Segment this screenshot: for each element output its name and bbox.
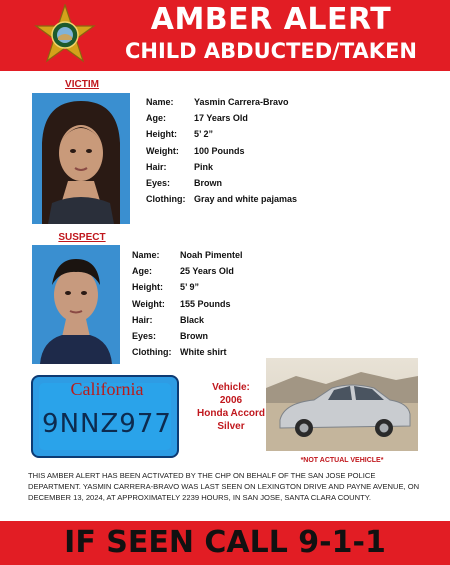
- alert-subtitle: CHILD ABDUCTED/TAKEN: [125, 39, 417, 63]
- suspect-field-value: Black: [180, 314, 205, 325]
- license-plate: [31, 375, 179, 458]
- victim-field-key: Age:: [146, 113, 166, 124]
- suspect-field-key: Height:: [132, 282, 163, 293]
- vehicle-photo: [266, 358, 418, 451]
- vehicle-model: Honda Accord: [197, 408, 265, 419]
- victim-field-key: Eyes:: [146, 178, 171, 188]
- victim-field-key: Name:: [146, 97, 174, 107]
- victim-field-key: Weight:: [146, 145, 179, 156]
- suspect-field-value: 25 Years Old: [180, 266, 234, 277]
- victim-field-value: Pink: [194, 161, 214, 172]
- plate-number: 9NNZ977: [42, 409, 172, 439]
- victim-field-value: Gray and white pajamas: [194, 194, 298, 205]
- victim-field-key: Clothing:: [146, 194, 186, 205]
- victim-field-value: Yasmin Carrera-Bravo: [194, 97, 289, 107]
- suspect-field-key: Age:: [132, 266, 152, 277]
- suspect-field-key: Name:: [132, 250, 160, 260]
- call-911-text: IF SEEN CALL 9-1-1: [64, 525, 386, 560]
- victim-field-key: Hair:: [146, 161, 167, 172]
- vehicle-label: Vehicle:: [212, 382, 250, 393]
- vehicle-color: Silver: [217, 421, 245, 432]
- star-badge-icon: [34, 4, 96, 66]
- suspect-photo: [32, 245, 120, 364]
- victim-field-key: Height:: [146, 129, 177, 140]
- suspect-field-value: Brown: [180, 331, 208, 341]
- victim-photo: [32, 93, 130, 224]
- suspect-field-value: 155 Pounds: [180, 298, 231, 309]
- suspect-field-key: Eyes:: [132, 331, 157, 341]
- victim-field-value: 5’ 2”: [194, 129, 214, 140]
- suspect-label: SUSPECT: [58, 232, 106, 243]
- victim-field-value: 100 Pounds: [194, 145, 245, 156]
- plate-state: California: [70, 379, 144, 399]
- suspect-field-value: Noah Pimentel: [180, 250, 243, 260]
- suspect-field-key: Hair:: [132, 314, 153, 325]
- suspect-field-key: Clothing:: [132, 347, 172, 358]
- suspect-field-value: 5’ 9”: [180, 282, 200, 293]
- alert-title: AMBER ALERT: [150, 2, 392, 37]
- not-actual-vehicle-note: *NOT ACTUAL VEHICLE*: [300, 457, 384, 464]
- victim-label: VICTIM: [65, 79, 99, 90]
- suspect-field-value: White shirt: [180, 347, 227, 358]
- victim-field-value: 17 Years Old: [194, 113, 248, 124]
- suspect-field-key: Weight:: [132, 298, 165, 309]
- victim-field-value: Brown: [194, 178, 222, 188]
- alert-narrative: THIS AMBER ALERT HAS BEEN ACTIVATED BY THE CHP ON BEHALF OF THE SAN JOSE POLICE DEPARTMENT. YASMIN CARRERA-BRAVO WAS LAST SEEN ON LEXINGTON DRIVE AND PAYNE AVENUE, ON DECEMBER 13, 2024, AT APPROXIMATELY 2239 HOURS, IN SAN JOSE, SANTA CLARA COUNTY.: [28, 471, 420, 502]
- vehicle-year: 2006: [219, 395, 243, 406]
